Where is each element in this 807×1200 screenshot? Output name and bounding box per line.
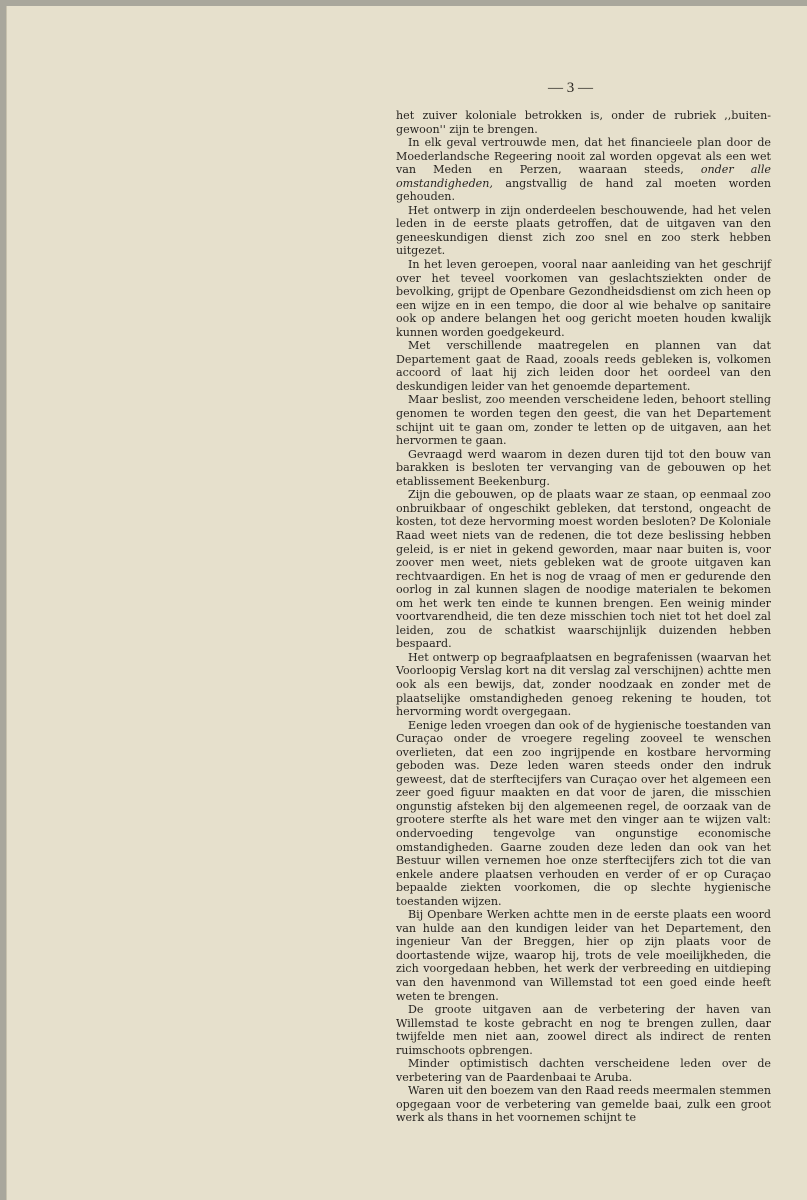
paragraph-11: Bij Openbare Werken achtte men in de eerste plaats een woord van hulde aan den kundigen leider van het Departement, den ingenieur Van der Breggen, hier op zijn plaats voor de doortastende wijze, waarop hij, trots de vele moeilijkheden, die zich voorgedaan hebben, het werk der verbreeding en uitdieping van den havenmond van Willemstad tot een goed einde heeft weten te brengen. — [396, 908, 771, 1003]
paragraph-3: Het ontwerp in zijn onderdeelen beschouwende, had het velen leden in de eerste plaats getroffen, dat de uitgaven van den geneeskundigen dienst zich zoo snel en zoo sterk hebben uitgezet. — [396, 203, 771, 258]
paragraph-8: Zijn die gebouwen, op de plaats waar ze staan, op eenmaal zoo onbruikbaar of ongeschikt gebleken, dat terstond, ongeacht de kosten, tot deze hervorming moest worden besloten? De Koloniale Raad weet niets van de redenen, die tot deze beslissing hebben geleid, is er niet in gekend geworden, maar naar buiten is, voor zoover men weet, niets gebleken wat de groote uitgaven kan rechtvaardigen. En het is nog de vraag of men er gedurende den oorlog in zal kunnen slagen de noodige materialen te bekomen om het werk ten einde te kunnen brengen. Een weinig minder voortvarendheid, die ten deze misschien toch niet tot het doel zal leiden, zou de schatkist waarschijnlijk duizenden hebben bespaard. — [396, 488, 771, 651]
paragraph-12: De groote uitgaven aan de verbetering der haven van Willemstad te koste gebracht en nog te brengen zullen, daar twijfelde men niet aan, zoowel direct als indirect de renten ruimschoots opbrengen. — [396, 1003, 771, 1057]
paragraph-5: Met verschillende maatregelen en plannen van dat Departement gaat de Raad, zooals reeds gebleken is, volkomen accoord of laat hij zich leiden door het oordeel van den deskundigen leider van het genoemde departement. — [396, 339, 771, 393]
page-number — [7, 80, 807, 100]
paragraph-9: Het ontwerp op begraafplaatsen en begrafenissen (waarvan het Voorloopig Verslag kort na dit verslag zal verschijnen) achtte men ook als een bewijs, dat, zonder noodzaak en zonder met de plaatselijke omstandigheden genoeg rekening te houden, tot hervorming wordt overgegaan. — [396, 650, 771, 719]
scanned-page — [6, 6, 807, 1200]
paragraph-4: In het leven geroepen, vooral naar aanleiding van het geschrijf over het teveel voorkomen van geslachtsziekten onder de bevolking, grijpt de Openbare Gezondheidsdienst om zich heen op een wijze en in een tempo, die door al wie behalve op sanitaire ook op andere belangen het oog gericht moeten houden kwalijk kunnen worden goedgekeurd. — [396, 258, 771, 339]
paragraph-2 — [396, 136, 771, 204]
paragraph-6: Maar beslist, zoo meenden verscheidene leden, behoort stelling genomen te worden tegen den geest, die van het Departement schijnt uit te gaan om, zonder te letten op de uitgaven, aan het hervormen te gaan. — [396, 393, 771, 448]
paragraph-2-italic: onder alle omstandigheden, — [396, 163, 771, 190]
paragraph-2-start: In elk geval vertrouwde men, dat het financieele plan door de Moederlandsche Regeering nooit zal worden opgevat als een wet van Meden en Perzen, waaraan steeds, — [396, 136, 771, 177]
body-text — [396, 109, 771, 1125]
paragraph-7: Gevraagd werd waarom in dezen duren tijd tot den bouw van barakken is besloten ter vervanging van de gebouwen op het etablissement Beekenburg. — [396, 447, 771, 488]
paragraph-10: Eenige leden vroegen dan ook of de hygienische toestanden van Curaçao onder de vroegere regeling zooveel te wenschen overlieten, dat een zoo ingrijpende en kostbare hervorming geboden was. Deze leden waren steeds onder den indruk geweest, dat de sterftecijfers van Curaçao over het algemeen een zeer goed figuur maakten en dat voor de jaren, die misschien ongunstig afsteken bij den algemeenen regel, de oorzaak van de grootere sterfte als het ware met den vinger aan te wijzen valt: ondervoeding tengevolge van ongunstige economische omstandigheden. Gaarne zouden deze leden dan ook van het Bestuur willen vernemen hoe onze sterftecijfers zich tot die van enkele andere plaatsen verhouden en verder of er op Curaçao bepaalde ziekten voorkomen, die op slechte hygienische toestanden wijzen. — [396, 718, 771, 908]
paragraph-13: Minder optimistisch dachten verscheidene leden over de verbetering van de Paardenbaai te Aruba. — [396, 1057, 771, 1084]
page-number-text: — 3 — — [548, 80, 593, 96]
paragraph-1: het zuiver koloniale betrokken is, onder de rubriek ,,buiten-gewoon'' zijn te brengen. — [396, 109, 771, 136]
paragraph-14: Waren uit den boezem van den Raad reeds meermalen stemmen opgegaan voor de verbetering van gemelde baai, zulk een groot werk als thans in het voornemen schijnt te — [396, 1084, 771, 1125]
paragraph-2-end: angstvallig de hand zal moeten worden gehouden. — [396, 176, 771, 204]
